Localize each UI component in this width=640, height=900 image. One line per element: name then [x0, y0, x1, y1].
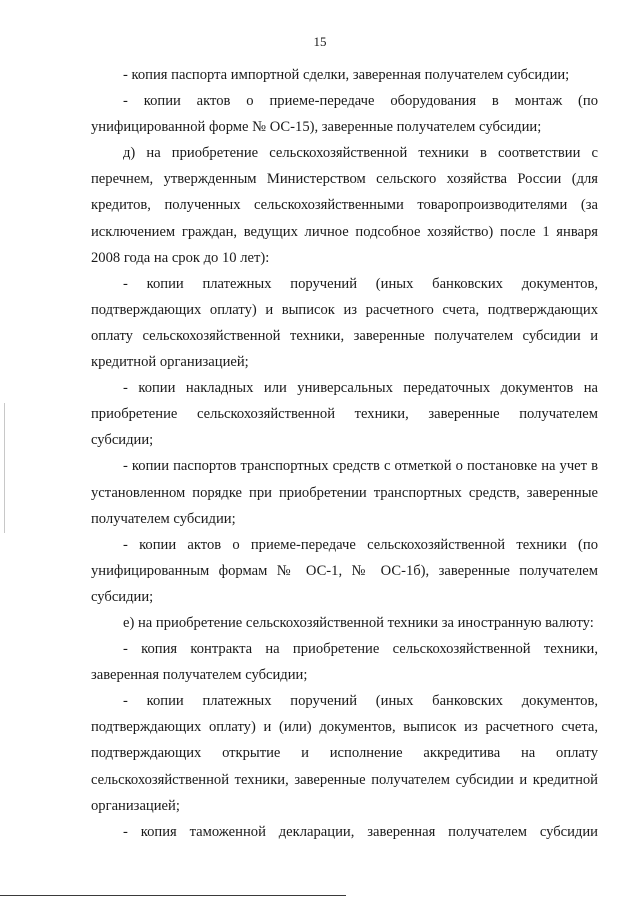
last-line-word: декларации, — [278, 823, 355, 840]
last-line-word: субсидии — [539, 823, 598, 840]
paragraph: - копии актов о приеме-передаче сельскохозяйственной техники (по унифицированным формам № ОС-1, № ОС-1б), заверенные получателем субсидии; — [91, 536, 598, 605]
last-line-word: копия — [140, 823, 177, 840]
paragraph: е) на приобретение сельскохозяйственной техники за иностранную валюту: — [123, 614, 594, 631]
paragraph: - копия паспорта импортной сделки, заверенная получателем субсидии; — [123, 67, 570, 83]
paragraph: - копии накладных или универсальных передаточных документов на приобретение сельскохозяйственной техники, заверенные получателем субсидии; — [91, 380, 598, 449]
page-number: 15 — [313, 34, 327, 49]
paragraph-continued — [91, 819, 598, 845]
paragraph: - копии паспортов транспортных средств с отметкой о постановке на учет в установленном порядке при приобретении транспортных средств, заверенные получателем субсидии; — [91, 458, 598, 527]
scan-edge-mark — [4, 403, 5, 533]
paragraph: - копии платежных поручений (иных банковских документов, подтверждающих оплату) и (или) документов, выписок из расчетного счета, подтверждающих открытие и исполнение аккредитива на оплату сельскохозяйственной техники, заверенные получателем субсидии и кредитной организацией; — [91, 693, 598, 814]
paragraph: - копия контракта на приобретение сельскохозяйственной техники, заверенная получателем субсидии; — [91, 641, 598, 684]
last-line-word: - — [123, 823, 128, 840]
document-body — [91, 62, 598, 845]
paragraph: - копии платежных поручений (иных банковских документов, подтверждающих оплату) и выписок из расчетного счета, подтверждающих оплату сельскохозяйственной техники, заверенные получателем субсидии и кредитной организацией; — [91, 275, 598, 371]
paragraph: - копии актов о приеме-передаче оборудования в монтаж (по унифицированной форме № ОС-15), заверенные получателем субсидии; — [91, 93, 598, 136]
paragraph: д) на приобретение сельскохозяйственной техники в соответствии с перечнем, утвержденным Министерством сельского хозяйства России (для кредитов, полученных сельскохозяйственными товаропроизводителями (за исключением граждан, ведущих личное подсобное хозяйство) после 1 января 2008 года на срок до 10 лет): — [91, 145, 598, 266]
last-line-word: получателем — [448, 823, 527, 840]
page-bottom-rule — [0, 895, 346, 896]
last-line-word: таможенной — [189, 823, 266, 840]
last-line-word: заверенная — [367, 823, 436, 840]
last-line — [123, 819, 598, 845]
